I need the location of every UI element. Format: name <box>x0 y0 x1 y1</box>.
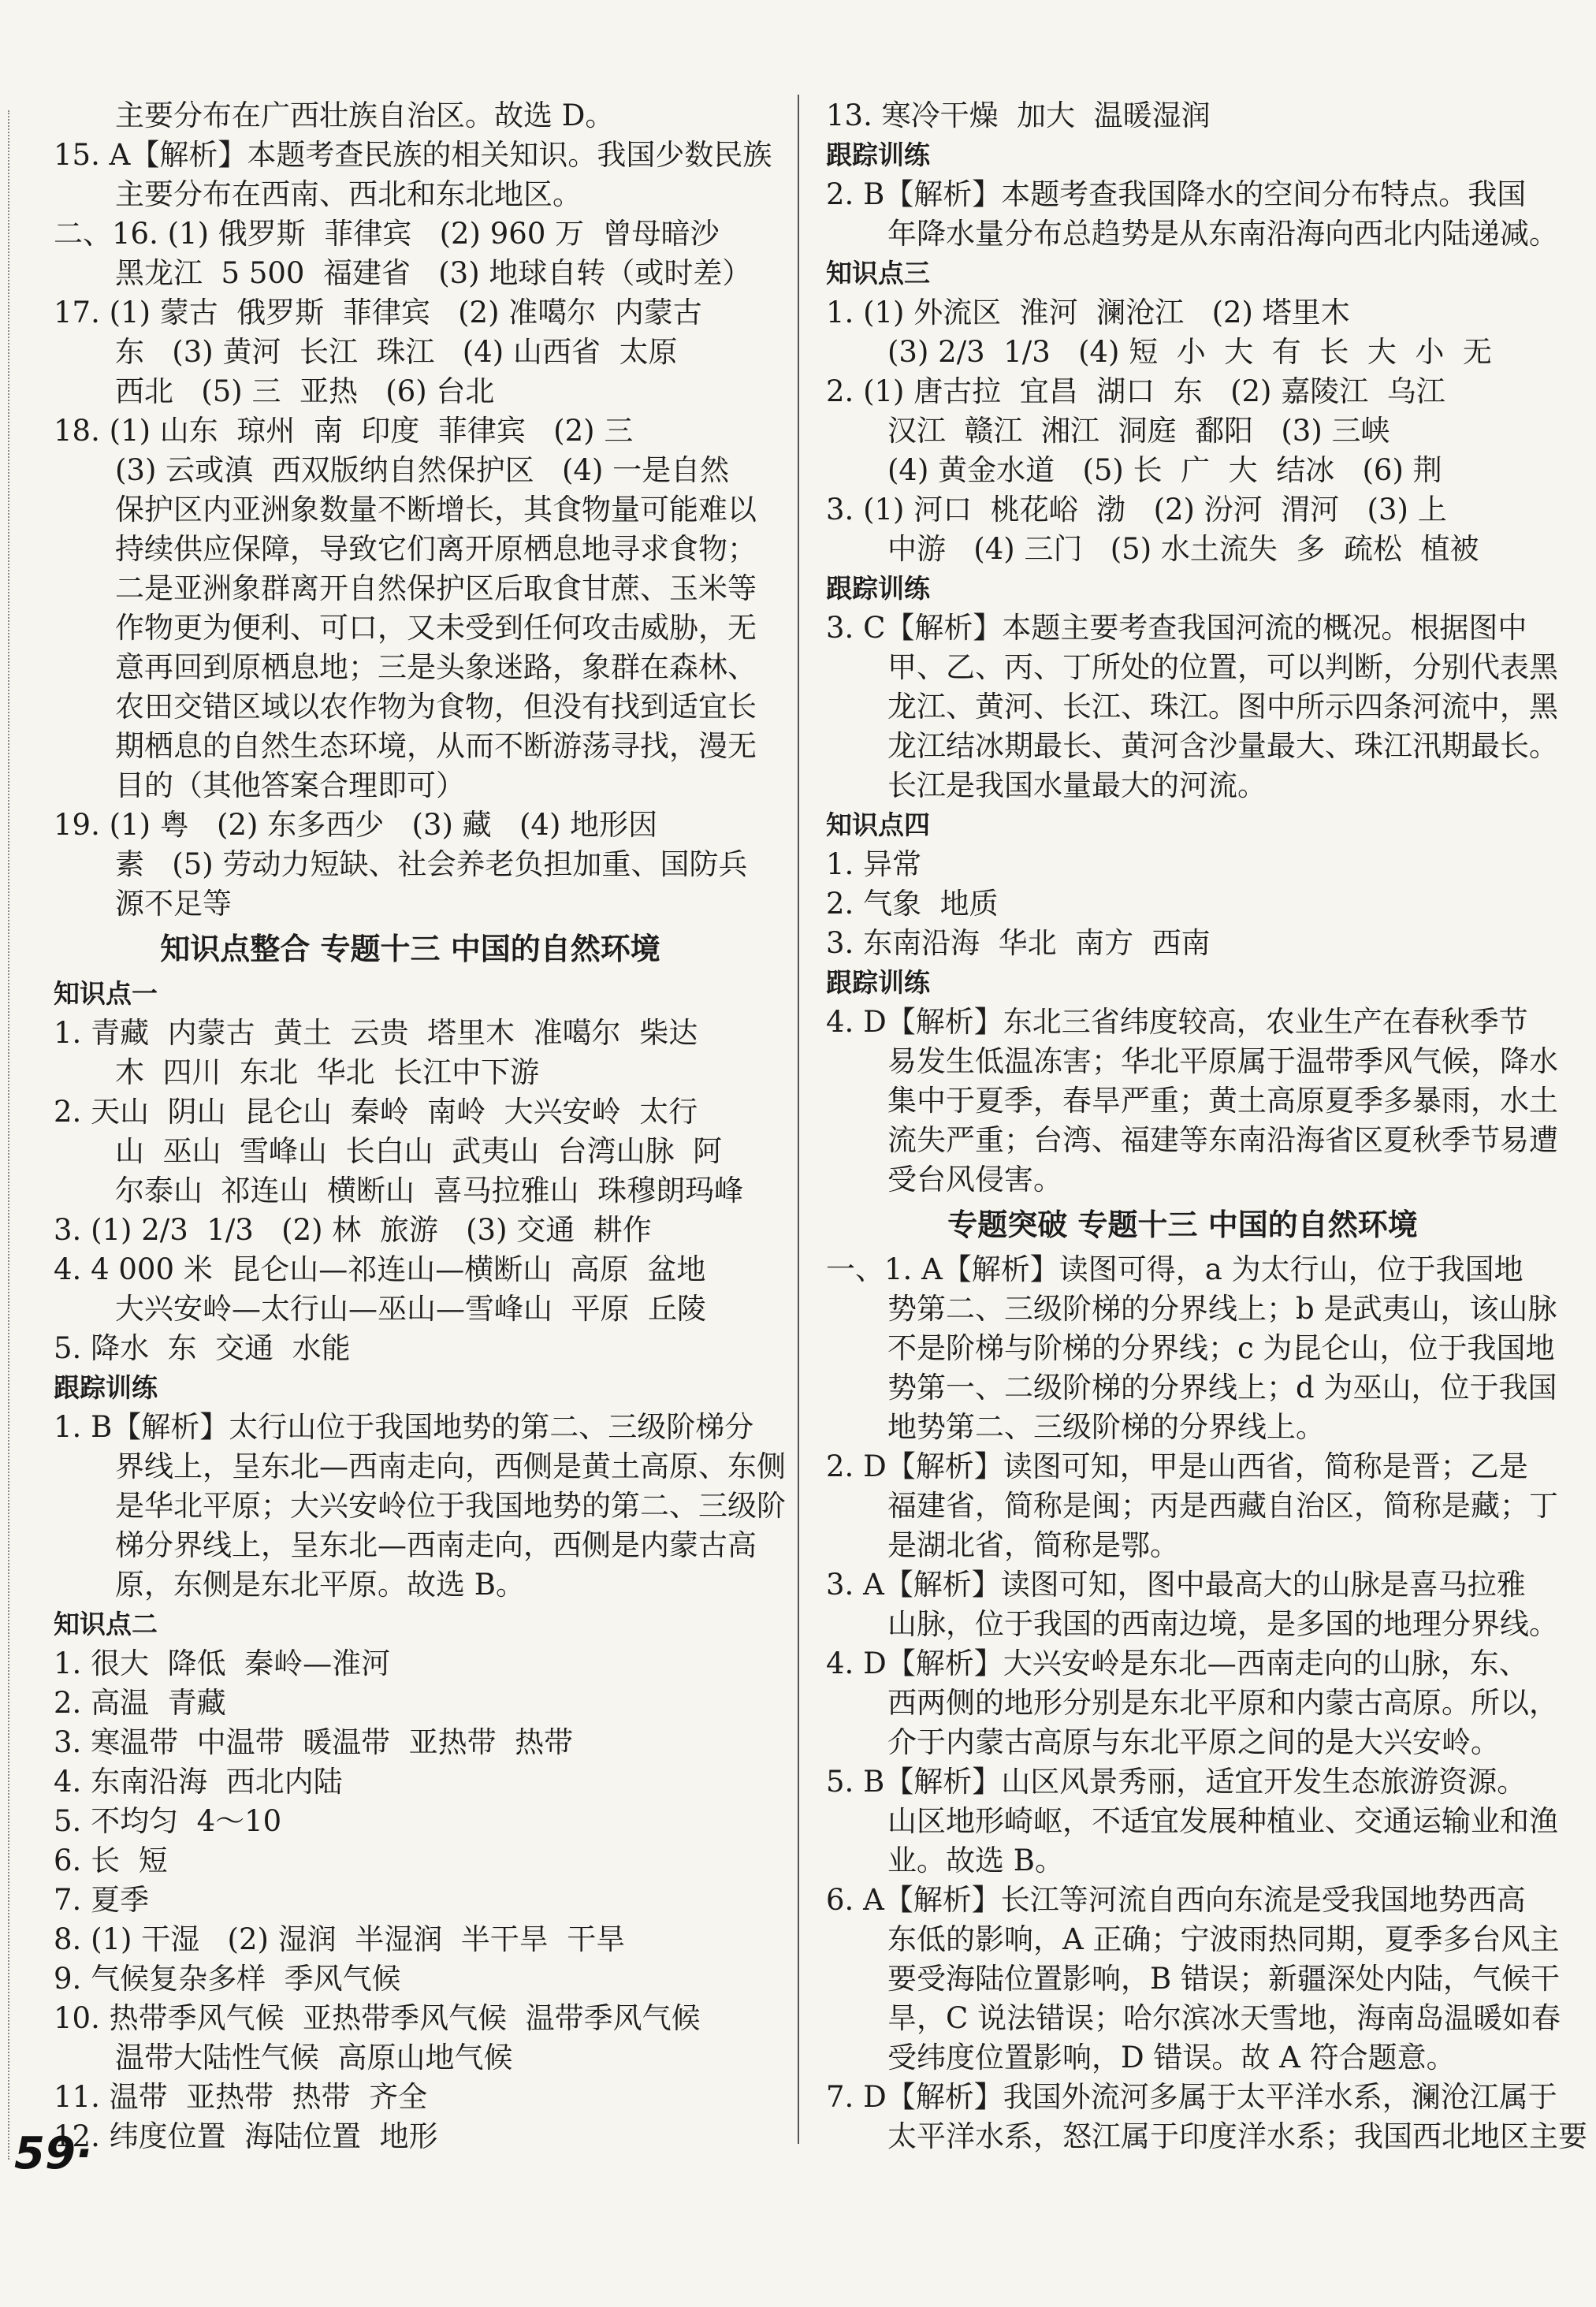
text-line-continued: (3) 2/3 1/3 (4) 短 小 大 有 长 大 小 无 <box>887 335 1492 369</box>
right-column <box>826 96 1587 2156</box>
text-line-continued: 要受海陆位置影响，B 错误；新疆深处内陆，气候干 <box>887 1962 1560 1996</box>
text-line-continued: 山脉，位于我国的西南边境，是多国的地理分界线。 <box>887 1607 1558 1641</box>
subsection-heading: 跟踪训练 <box>826 967 930 998</box>
text-line-continued: 素 (5) 劳动力短缺、社会养老负担加重、国防兵 <box>115 847 748 881</box>
text-line-continued: 易发生低温冻害；华北平原属于温带季风气候，降水 <box>887 1044 1558 1078</box>
text-line-continued: 目的（其他答案合理即可） <box>115 768 465 802</box>
text-line-continued: 甲、乙、丙、丁所处的位置，可以判断，分别代表黑 <box>887 650 1558 684</box>
text-line-continued: 大兴安岭—太行山—巫山—雪峰山 平原 丘陵 <box>115 1292 707 1326</box>
text-line: 1. 青藏 内蒙古 黄土 云贵 塔里木 准噶尔 柴达 <box>54 1016 698 1050</box>
text-line-continued: 介于内蒙古高原与东北平原之间的是大兴安岭。 <box>887 1725 1500 1759</box>
text-line: 11. 温带 亚热带 热带 齐全 <box>54 2080 428 2114</box>
text-line-continued: 龙江、黄河、长江、珠江。图中所示四条河流中，黑 <box>887 690 1558 724</box>
text-line-continued: 持续供应保障，导致它们离开原栖息地寻求食物； <box>115 532 757 566</box>
text-line: 一、1. A【解析】读图可得，a 为太行山，位于我国地 <box>826 1252 1523 1286</box>
text-line: 6. 长 短 <box>54 1844 168 1877</box>
text-line: 19. (1) 粤 (2) 东多西少 (3) 藏 (4) 地形因 <box>54 808 658 842</box>
text-line: 4. D【解析】大兴安岭是东北—西南走向的山脉，东、 <box>826 1647 1528 1680</box>
text-line-continued: 东 (3) 黄河 长江 珠江 (4) 山西省 太原 <box>115 335 678 369</box>
text-line: 2. D【解析】读图可知，甲是山西省，简称是晋；乙是 <box>826 1449 1528 1483</box>
text-line-continued: 不是阶梯与阶梯的分界线；c 为昆仑山，位于我国地 <box>887 1331 1555 1365</box>
text-line: 3. A【解析】读图可知，图中最高大的山脉是喜马拉雅 <box>826 1568 1526 1602</box>
text-line-continued: 梯分界线上，呈东北—西南走向，西侧是内蒙古高 <box>115 1528 757 1562</box>
text-line-continued: 主要分布在西南、西北和东北地区。 <box>115 177 582 211</box>
text-line-continued: 地势第二、三级阶梯的分界线上。 <box>887 1410 1325 1444</box>
text-line: 4. 东南沿海 西北内陆 <box>54 1765 343 1799</box>
text-line: 6. A【解析】长江等河流自西向东流是受我国地势西高 <box>826 1883 1526 1917</box>
text-line-continued: 期栖息的自然生态环境，从而不断游荡寻找，漫无 <box>115 729 757 763</box>
subsection-heading: 知识点二 <box>54 1609 158 1639</box>
text-line-continued: 山区地形崎岖，不适宜发展种植业、交通运输业和渔 <box>887 1804 1558 1838</box>
text-line-continued: 中游 (4) 三门 (5) 水土流失 多 疏松 植被 <box>887 532 1479 566</box>
text-line-continued: 集中于夏季，春旱严重；黄土高原夏季多暴雨，水土 <box>887 1084 1558 1118</box>
text-line-continued: 作物更为便利、可口，又未受到任何攻击威胁，无 <box>115 611 757 645</box>
text-line: 13. 寒冷干燥 加大 温暖湿润 <box>826 99 1211 132</box>
text-line: 2. 天山 阴山 昆仑山 秦岭 南岭 大兴安岭 太行 <box>54 1095 698 1129</box>
text-line: 18. (1) 山东 琼州 南 印度 菲律宾 (2) 三 <box>54 414 634 448</box>
text-line: 2. (1) 唐古拉 宜昌 湖口 东 (2) 嘉陵江 乌江 <box>826 374 1445 408</box>
text-line-continued: 黑龙江 5 500 福建省 (3) 地球自转（或时差） <box>115 256 752 290</box>
text-line-continued: 势第二、三级阶梯的分界线上；b 是武夷山，该山脉 <box>887 1292 1557 1326</box>
text-line-continued: 受台风侵害。 <box>887 1163 1062 1196</box>
text-line: 3. (1) 河口 桃花峪 渤 (2) 汾河 渭河 (3) 上 <box>826 493 1447 527</box>
text-line-continued: 东低的影响，A 正确；宁波雨热同期，夏季多台风主 <box>887 1922 1560 1956</box>
text-line: 1. 很大 降低 秦岭—淮河 <box>54 1647 391 1680</box>
text-line: 二、16. (1) 俄罗斯 菲律宾 (2) 960 万 曾母暗沙 <box>54 217 720 251</box>
text-line: 2. B【解析】本题考查我国降水的空间分布特点。我国 <box>826 177 1527 211</box>
text-line-continued: (4) 黄金水道 (5) 长 广 大 结冰 (6) 荆 <box>887 453 1442 487</box>
text-line-continued: 太平洋水系，怒江属于印度洋水系；我国西北地区主要 <box>887 2119 1587 2153</box>
subsection-heading: 跟踪训练 <box>54 1372 158 1403</box>
text-line-continued: 农田交错区域以农作物为食物，但没有找到适宜长 <box>115 690 757 724</box>
text-line-continued: 尔泰山 祁连山 横断山 喜马拉雅山 珠穆朗玛峰 <box>115 1174 744 1207</box>
text-line-continued: 山 巫山 雪峰山 长白山 武夷山 台湾山脉 阿 <box>115 1134 723 1168</box>
text-line-continued: 主要分布在广西壮族自治区。故选 D。 <box>115 99 615 132</box>
text-line: 7. D【解析】我国外流河多属于太平洋水系，澜沧江属于 <box>826 2080 1557 2114</box>
text-line: 12. 纬度位置 海陆位置 地形 <box>54 2119 438 2153</box>
subsection-heading: 知识点一 <box>54 978 158 1009</box>
page-number: 59· <box>14 2128 93 2179</box>
text-line: 3. C【解析】本题主要考查我国河流的概况。根据图中 <box>826 611 1527 645</box>
text-line: 4. D【解析】东北三省纬度较高，农业生产在春秋季节 <box>826 1005 1528 1039</box>
text-line-continued: 保护区内亚洲象数量不断增长，其食物量可能难以 <box>115 493 757 527</box>
text-line: 9. 气候复杂多样 季风气候 <box>54 1962 401 1996</box>
subsection-heading: 跟踪训练 <box>826 573 930 604</box>
text-line: 2. 高温 青藏 <box>54 1686 226 1720</box>
text-line-continued: 受纬度位置影响，D 错误。故 A 符合题意。 <box>887 2041 1456 2074</box>
text-line-continued: 意再回到原栖息地；三是头象迷路，象群在森林、 <box>115 650 757 684</box>
text-line: 10. 热带季风气候 亚热带季风气候 温带季风气候 <box>54 2001 701 2035</box>
text-line-continued: 界线上，呈东北—西南走向，西侧是黄土高原、东侧 <box>115 1449 786 1483</box>
text-line-continued: 原，东侧是东北平原。故选 B。 <box>115 1568 525 1602</box>
text-line: 5. B【解析】山区风景秀丽，适宜开发生态旅游资源。 <box>826 1765 1527 1799</box>
column-divider <box>798 95 799 2144</box>
text-line: 1. B【解析】太行山位于我国地势的第二、三级阶梯分 <box>54 1410 754 1444</box>
section-heading: 专题突破 专题十三 中国的自然环境 <box>947 1207 1418 1242</box>
text-line-continued: 长江是我国水量最大的河流。 <box>887 768 1267 802</box>
text-line-continued: 流失严重；台湾、福建等东南沿海省区夏秋季节易遭 <box>887 1123 1558 1157</box>
text-line: 2. 气象 地质 <box>826 887 999 921</box>
text-line: 5. 降水 东 交通 水能 <box>54 1331 351 1365</box>
text-line-continued: (3) 云或滇 西双版纳自然保护区 (4) 一是自然 <box>115 453 730 487</box>
text-line-continued: 势第一、二级阶梯的分界线上；d 为巫山，位于我国 <box>887 1371 1557 1405</box>
text-line-continued: 是湖北省，简称是鄂。 <box>887 1528 1179 1562</box>
section-heading: 知识点整合 专题十三 中国的自然环境 <box>160 932 660 966</box>
text-line-continued: 西北 (5) 三 亚热 (6) 台北 <box>115 374 495 408</box>
text-line: 3. 东南沿海 华北 南方 西南 <box>826 926 1211 960</box>
left-column <box>54 96 786 2156</box>
text-line-continued: 福建省，简称是闽；丙是西藏自治区，简称是藏；丁 <box>887 1489 1558 1523</box>
text-line: 8. (1) 干湿 (2) 湿润 半湿润 半干旱 干旱 <box>54 1922 626 1956</box>
text-line-continued: 二是亚洲象群离开自然保护区后取食甘蔗、玉米等 <box>115 571 757 605</box>
text-line-continued: 是华北平原；大兴安岭位于我国地势的第二、三级阶 <box>115 1489 786 1523</box>
subsection-heading: 跟踪训练 <box>826 140 930 170</box>
text-line-continued: 旱，C 说法错误；哈尔滨冰天雪地，海南岛温暖如春 <box>887 2001 1561 2035</box>
text-line: 15. A【解析】本题考查民族的相关知识。我国少数民族 <box>54 138 772 172</box>
text-line-continued: 龙江结冰期最长、黄河含沙量最大、珠江汛期最长。 <box>887 729 1558 763</box>
text-line-continued: 汉江 赣江 湘江 洞庭 鄱阳 (3) 三峡 <box>887 414 1390 448</box>
text-line-continued: 温带大陆性气候 高原山地气候 <box>115 2041 513 2074</box>
subsection-heading: 知识点四 <box>826 809 930 840</box>
text-line-continued: 业。故选 B。 <box>887 1844 1064 1877</box>
text-line: 3. (1) 2/3 1/3 (2) 林 旅游 (3) 交通 耕作 <box>54 1213 652 1247</box>
text-line: 5. 不均匀 4～10 <box>54 1804 282 1838</box>
text-line-continued: 源不足等 <box>115 887 232 921</box>
text-line-continued: 年降水量分布总趋势是从东南沿海向西北内陆递减。 <box>887 217 1558 251</box>
text-line: 3. 寒温带 中温带 暖温带 亚热带 热带 <box>54 1725 574 1759</box>
subsection-heading: 知识点三 <box>826 258 930 288</box>
text-line-continued: 木 四川 东北 华北 长江中下游 <box>115 1055 540 1089</box>
text-line: 1. 异常 <box>826 847 922 881</box>
text-line: 1. (1) 外流区 淮河 澜沧江 (2) 塔里木 <box>826 296 1350 329</box>
text-line: 17. (1) 蒙古 俄罗斯 菲律宾 (2) 准噶尔 内蒙古 <box>54 296 702 329</box>
text-line: 4. 4 000 米 昆仑山—祁连山—横断山 高原 盆地 <box>54 1252 706 1286</box>
text-line: 7. 夏季 <box>54 1883 150 1917</box>
binding-edge <box>8 110 13 2160</box>
text-line-continued: 西两侧的地形分别是东北平原和内蒙古高原。所以， <box>887 1686 1558 1720</box>
